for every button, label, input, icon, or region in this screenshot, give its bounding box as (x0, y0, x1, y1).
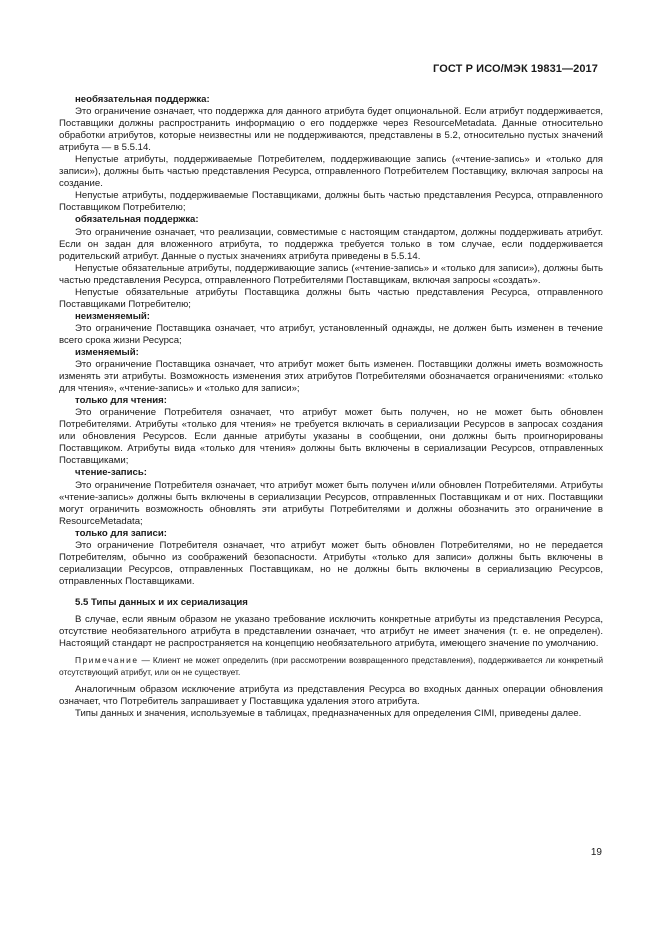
body-paragraph: Это ограничение означает, что реализации, совместимые с настоящим стандартом, должны поддерживать атрибут. Если он задан для вложенного атрибута, то поддержка требуется только в том случае, если поддерживается родительский атрибут. Данные о пустых значениях атрибута приведены в 5.5.14. (59, 226, 603, 262)
body-paragraph: Непустые обязательные атрибуты, поддерживающие запись («чтение-запись» и «только для записи»), должны быть частью представления Ресурса, отправленного Потребителями Поставщикам, включая запросы «создать». (59, 262, 603, 286)
body-paragraph: Аналогичным образом исключение атрибута из представления Ресурса во входных данных операции обновления означает, что Потребитель запрашивает у Поставщика удаления этого атрибута. (59, 684, 603, 708)
term-heading: только для записи: (75, 527, 167, 539)
body-paragraph: Это ограничение Потребителя означает, что атрибут может быть получен, но не может быть обновлен Потребителями. Атрибуты «только для чтения» не требуется включать в сериализации Ресурсов в запросах создания или обновления Ресурсов. Если данные атрибуты указаны в сообщении, они должны быть проигнорированы Поставщиком. Атрибуты вида «только для чтения» должны быть включены в сериализации Ресурсов, отправленных Поставщиками; (59, 407, 603, 467)
paragraphs-after-note (59, 684, 603, 720)
body-paragraph: В случае, если явным образом не указано требование исключить конкретные атрибуты из представления Ресурса, отсутствие необязательного атрибута в представлении означает, что атрибут не имеет значения (т. е. не определен). Настоящий стандарт не распространяется на концепцию необязательного атрибута, имеющего значение по умолчанию. (59, 613, 603, 650)
body-paragraph: Это ограничение Поставщика означает, что атрибут, установленный однажды, не должен быть изменен в течение всего срока жизни Ресурса; (59, 322, 603, 346)
body-paragraph: Типы данных и значения, используемые в таблицах, предназначенных для определения CIMI, приведены далее. (75, 708, 582, 720)
body-paragraph: Непустые атрибуты, поддерживаемые Потребителем, поддерживающие запись («чтение-запись» и «только для записи»), должны быть частью представления Ресурса, отправленного Потребителем Поставщику, включая запросы на создание. (59, 154, 603, 190)
body-paragraph: Непустые обязательные атрибуты Поставщика должны быть частью представления Ресурса, отправленного Поставщиками Потребителю; (59, 286, 603, 310)
section-heading: 5.5 Типы данных и их сериализация (75, 596, 248, 608)
term-heading: только для чтения: (75, 395, 167, 407)
page-number: 19 (590, 847, 602, 858)
term-heading: изменяемый: (75, 346, 139, 358)
note-label: Примечание (75, 655, 139, 666)
term-heading: обязательная поддержка: (75, 214, 199, 226)
body-paragraph: Непустые атрибуты, поддерживаемые Поставщиками, должны быть частью представления Ресурса, отправленного Поставщиком Потребителю; (59, 190, 603, 214)
term-heading: неизменяемый: (75, 310, 150, 322)
body-paragraph: Это ограничение Потребителя означает, что атрибут может быть обновлен Потребителями, но не передается Потребителям, обычно из соображений безопасности. Атрибуты «только для записи» должны быть включены в сериализации Ресурсов, отправленных Поставщикам, но не должны быть включены в сериализацию Ресурсов, отправленных Поставщиками. (59, 539, 603, 587)
term-heading: чтение-запись: (75, 467, 147, 479)
page-body (59, 94, 603, 720)
term-heading: необязательная поддержка: (75, 94, 210, 105)
body-paragraph: Это ограничение Потребителя означает, что атрибут может быть получен и/или обновлен Потребителями. Атрибуты «чтение-запись» должны быть включены в сериализации Ресурсов, отправленных Поставщикам и от них. Поставщики могут ограничить возможность обновлять эти атрибуты Потребителями и должны обозначить это ограничение в ResourceMetadata; (59, 479, 603, 527)
note-paragraph (59, 655, 603, 678)
note-text: — Клиент не может определить (при рассмотрении возвращенного представления), поддерживается ли конкретный отсутствующий атрибут, или он не существует. (59, 655, 603, 677)
body-paragraph: Это ограничение Поставщика означает, что атрибут может быть изменен. Поставщики должны иметь возможность изменять эти атрибуты. Возможность изменения этих атрибутов Потребителями обозначается ограничениями: «только для чтения», «чтение-запись» и «только для записи»; (59, 359, 603, 395)
document-header: ГОСТ Р ИСО/МЭК 19831—2017 (433, 63, 598, 75)
paragraphs-main (59, 94, 603, 650)
body-paragraph: Это ограничение означает, что поддержка для данного атрибута будет опциональной. Если атрибут поддерживается, Поставщики должны распространить информацию о его поддержке через ResourceMetadata. Данные относительно обработки атрибутов, которые неизвестны или не поддерживаются, представлены в 5.2, относительно пустых значений атрибута — в 5.5.14. (59, 106, 603, 154)
